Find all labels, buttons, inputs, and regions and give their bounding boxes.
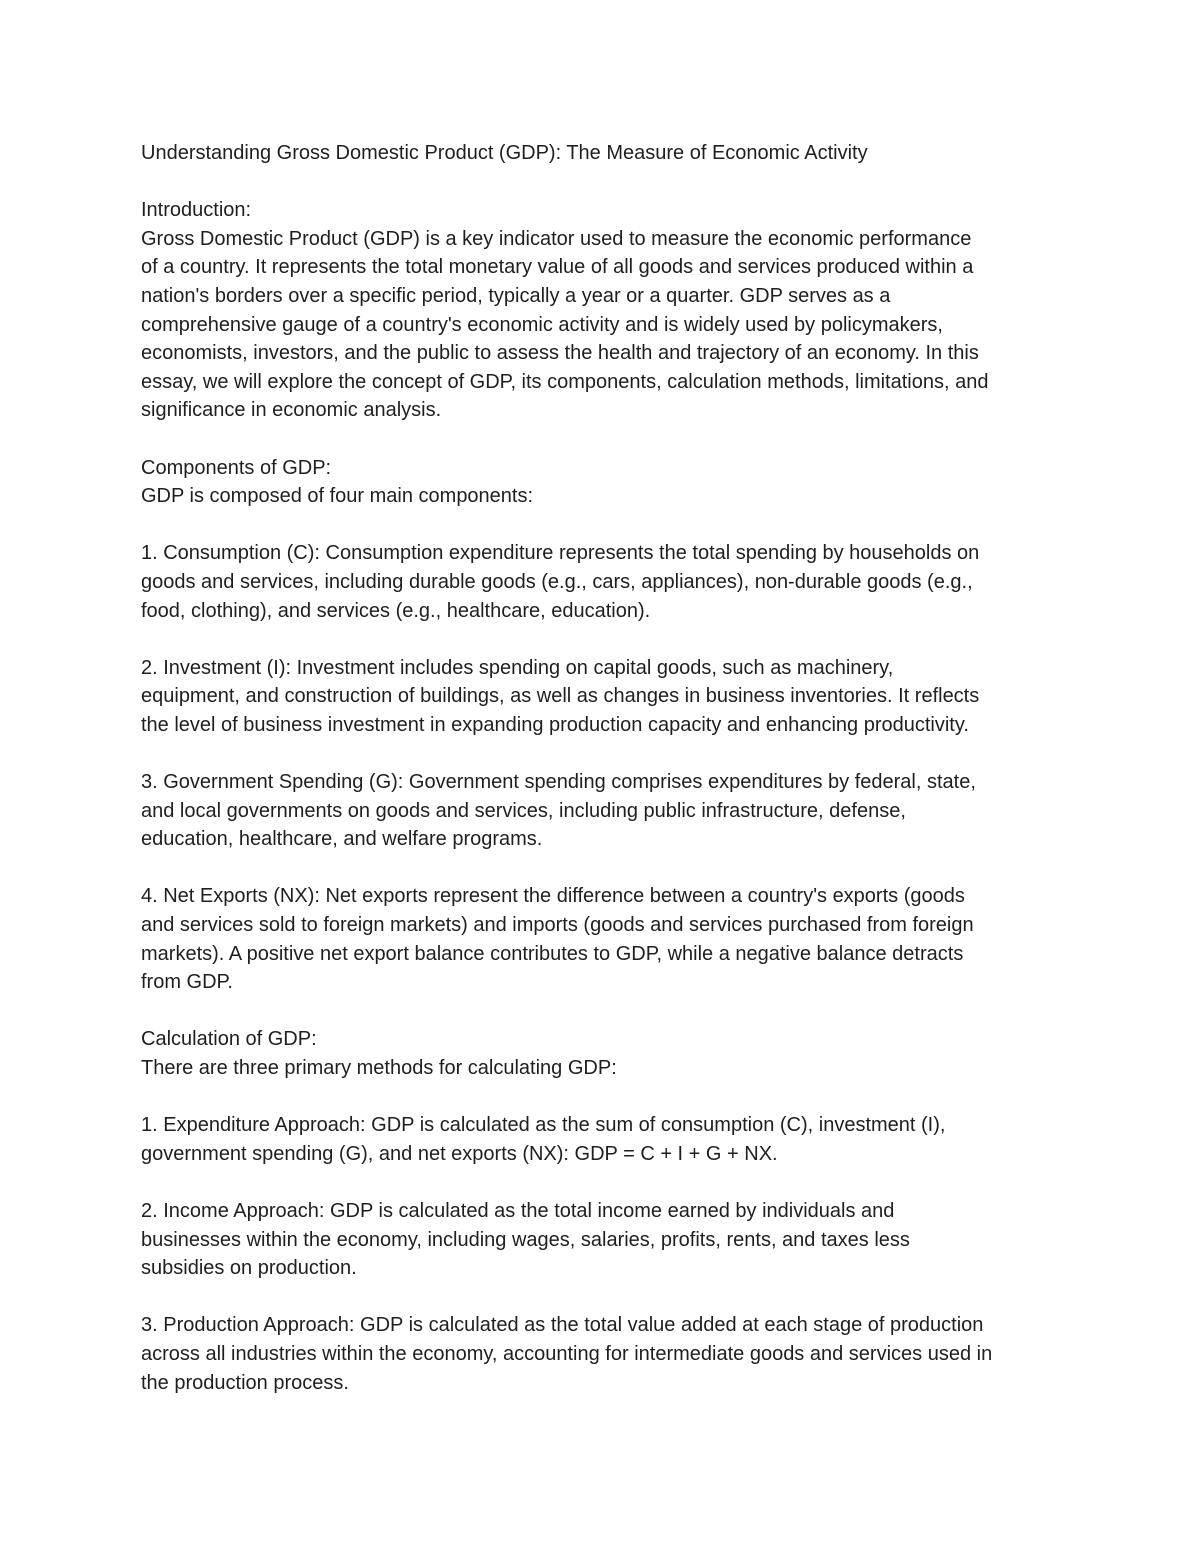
text-line: comprehensive gauge of a country's economic activity and is widely used by policymakers, (141, 313, 943, 336)
blank-line (141, 511, 1071, 540)
text-line: goods and services, including durable goods (e.g., cars, appliances), non-durable goods (e.g., (141, 570, 973, 593)
text-line: from GDP. (141, 971, 233, 994)
method-item-income (141, 1197, 1071, 1283)
text-line: government spending (G), and net exports (NX): GDP = C + I + G + NX. (141, 1142, 778, 1165)
text-line: and services sold to foreign markets) and imports (goods and services purchased from foreign (141, 914, 974, 937)
text-line: businesses within the economy, including wages, salaries, profits, rents, and taxes less (141, 1228, 910, 1251)
method-item-expenditure (141, 1111, 1071, 1168)
text-line: food, clothing), and services (e.g., healthcare, education). (141, 599, 651, 622)
text-line: across all industries within the economy, accounting for intermediate goods and services used in (141, 1342, 993, 1365)
text-line: markets). A positive net export balance contributes to GDP, while a negative balance detracts (141, 942, 964, 965)
components-heading: Components of GDP: (141, 456, 332, 479)
components-intro: GDP is composed of four main components: (141, 485, 534, 508)
blank-line (141, 997, 1071, 1026)
blank-line (141, 1283, 1071, 1312)
text-line: 2. Income Approach: GDP is calculated as the total income earned by individuals and (141, 1199, 895, 1222)
text-line: 3. Government Spending (G): Government spending comprises expenditures by federal, state, (141, 771, 976, 794)
component-item-investment (141, 654, 1071, 740)
blank-line (141, 1083, 1071, 1112)
text-line: the production process. (141, 1371, 349, 1394)
blank-line (141, 854, 1071, 883)
text-line: 2. Investment (I): Investment includes spending on capital goods, such as machinery, (141, 656, 894, 679)
text-line: education, healthcare, and welfare programs. (141, 828, 543, 851)
blank-line (141, 425, 1071, 454)
intro-paragraph (141, 225, 1071, 425)
text-line: of a country. It represents the total monetary value of all goods and services produced within a (141, 256, 974, 279)
text-line: economists, investors, and the public to assess the health and trajectory of an economy. In this (141, 342, 979, 365)
blank-line (141, 168, 1071, 197)
text-line: 3. Production Approach: GDP is calculated as the total value added at each stage of production (141, 1314, 984, 1337)
document-title: Understanding Gross Domestic Product (GDP): The Measure of Economic Activity (141, 142, 868, 164)
text-line: 4. Net Exports (NX): Net exports represent the difference between a country's exports (goods (141, 885, 965, 908)
text-line: significance in economic analysis. (141, 399, 442, 422)
blank-line (141, 739, 1071, 768)
method-item-production (141, 1311, 1071, 1397)
component-item-government-spending (141, 768, 1071, 854)
text-line: Gross Domestic Product (GDP) is a key indicator used to measure the economic performance (141, 227, 972, 250)
calculation-heading: Calculation of GDP: (141, 1028, 317, 1051)
component-item-net-exports (141, 882, 1071, 996)
calculation-intro: There are three primary methods for calculating GDP: (141, 1057, 617, 1079)
text-line: essay, we will explore the concept of GDP, its components, calculation methods, limitations, and (141, 370, 989, 393)
component-item-consumption (141, 539, 1071, 625)
blank-line (141, 1168, 1071, 1197)
text-line: 1. Consumption (C): Consumption expenditure represents the total spending by households on (141, 542, 980, 565)
text-line: subsidies on production. (141, 1257, 357, 1280)
text-line: equipment, and construction of buildings, as well as changes in business inventories. It reflects (141, 685, 980, 708)
document-body (141, 139, 1071, 1397)
text-line: and local governments on goods and services, including public infrastructure, defense, (141, 799, 906, 822)
blank-line (141, 625, 1071, 654)
intro-heading: Introduction: (141, 199, 252, 222)
text-line: 1. Expenditure Approach: GDP is calculated as the sum of consumption (C), investment (I), (141, 1114, 946, 1137)
text-line: the level of business investment in expanding production capacity and enhancing productivity. (141, 713, 969, 736)
text-line: nation's borders over a specific period, typically a year or a quarter. GDP serves as a (141, 284, 891, 307)
